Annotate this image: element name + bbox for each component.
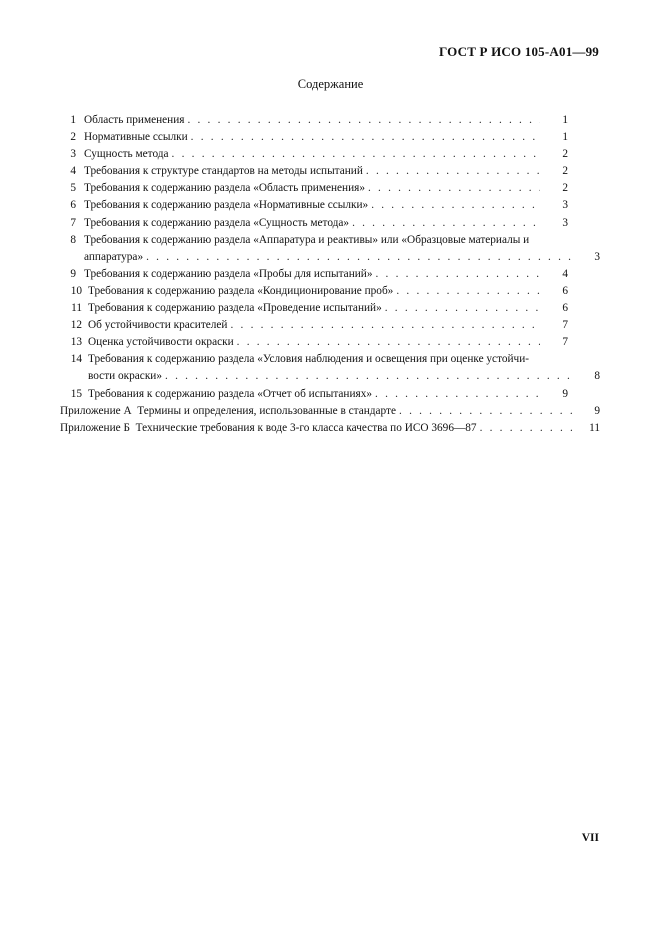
toc-entry-text: Требования к содержанию раздела «Кондиционирование проб» bbox=[88, 284, 394, 297]
toc-entry-text: Требования к содержанию раздела «Пробы для испытаний» bbox=[84, 267, 373, 280]
toc-entry-page: 1 bbox=[562, 131, 568, 144]
toc-entry-text: Область применения bbox=[84, 114, 185, 126]
table-of-contents bbox=[60, 112, 600, 437]
toc-entry-page: 6 bbox=[562, 284, 568, 297]
appendix-text: Технические требования к воде 3-го класса качества по ИСО 3696—87 bbox=[135, 421, 477, 434]
toc-entry-3[interactable] bbox=[60, 146, 600, 163]
toc-entry-number: 14 bbox=[70, 353, 82, 366]
toc-entry-text: Требования к структуре стандартов на методы испытаний bbox=[84, 165, 363, 178]
toc-entry-text: Требования к содержанию раздела «Проведение испытаний» bbox=[88, 302, 382, 315]
toc-entry-page: 4 bbox=[562, 267, 568, 280]
toc-entry-11[interactable] bbox=[60, 300, 600, 317]
document-header: ГОСТ Р ИСО 105-А01—99 bbox=[439, 44, 599, 59]
appendix-text: Термины и определения, использованные в стандарте bbox=[137, 404, 397, 417]
toc-entry-text-continued: вости окраски» bbox=[88, 370, 163, 383]
toc-entry-page: 8 bbox=[594, 370, 600, 383]
page-number: VII bbox=[581, 832, 599, 844]
toc-entry-number: 1 bbox=[70, 114, 76, 126]
toc-entry-number: 12 bbox=[70, 319, 82, 332]
toc-entry-text: Сущность метода bbox=[84, 148, 169, 161]
toc-entry-5[interactable] bbox=[60, 180, 600, 197]
toc-entry-13[interactable] bbox=[60, 334, 600, 351]
toc-entry-text: Требования к содержанию раздела «Отчет об испытаниях» bbox=[88, 387, 373, 400]
toc-entry-page: 6 bbox=[562, 302, 568, 315]
toc-appendix-a[interactable] bbox=[60, 403, 600, 420]
toc-entry-number: 11 bbox=[71, 302, 82, 315]
toc-entry-8[interactable] bbox=[60, 232, 600, 266]
toc-entry-text: Требования к содержанию раздела «Аппаратура и реактивы» или «Образцовые материалы и bbox=[84, 233, 530, 246]
toc-entry-number: 5 bbox=[70, 182, 76, 195]
toc-entry-12[interactable] bbox=[60, 317, 600, 334]
toc-entry-number: 9 bbox=[70, 267, 76, 280]
toc-entry-page: 3 bbox=[562, 199, 568, 212]
toc-entry-6[interactable] bbox=[60, 197, 600, 214]
toc-entry-page: 2 bbox=[562, 165, 568, 178]
toc-entry-number: 6 bbox=[70, 199, 76, 212]
toc-entry-number: 15 bbox=[70, 387, 82, 400]
toc-entry-page: 3 bbox=[562, 216, 568, 229]
toc-entry-text: Об устойчивости красителей bbox=[88, 319, 228, 332]
toc-entry-15[interactable] bbox=[60, 386, 600, 403]
toc-entry-page: 7 bbox=[562, 319, 568, 332]
toc-entry-page: 2 bbox=[562, 182, 568, 195]
toc-entry-number: 13 bbox=[70, 336, 82, 349]
toc-entry-page: 1 bbox=[562, 114, 568, 126]
toc-entry-text: Нормативные ссылки bbox=[84, 131, 188, 144]
toc-entry-10[interactable] bbox=[60, 283, 600, 300]
toc-entry-text: Оценка устойчивости окраски bbox=[88, 336, 234, 349]
toc-entry-7[interactable] bbox=[60, 215, 600, 232]
toc-entry-number: 10 bbox=[70, 284, 82, 297]
appendix-label: Приложение Б bbox=[60, 421, 130, 434]
toc-entry-9[interactable] bbox=[60, 266, 600, 283]
appendix-label: Приложение А bbox=[60, 404, 132, 417]
toc-entry-text: Требования к содержанию раздела «Условия наблюдения и освещения при оценке устойчи- bbox=[88, 353, 530, 366]
toc-entry-page: 9 bbox=[562, 387, 568, 400]
toc-entry-number: 7 bbox=[70, 216, 76, 229]
appendix-page: 11 bbox=[589, 421, 600, 434]
toc-entry-text: Требования к содержанию раздела «Нормативные ссылки» bbox=[84, 199, 369, 212]
toc-appendix-b[interactable] bbox=[60, 420, 600, 437]
toc-entry-1[interactable] bbox=[60, 112, 600, 129]
toc-entry-text: Требования к содержанию раздела «Область применения» bbox=[84, 182, 365, 195]
toc-entry-text: Требования к содержанию раздела «Сущность метода» bbox=[84, 216, 350, 229]
toc-entry-page: 3 bbox=[594, 250, 600, 263]
toc-entry-number: 3 bbox=[70, 148, 76, 161]
toc-entry-2[interactable] bbox=[60, 129, 600, 146]
toc-entry-number: 8 bbox=[70, 233, 76, 246]
toc-entry-number: 4 bbox=[70, 165, 76, 178]
toc-entry-text-continued: аппаратура» bbox=[84, 250, 144, 263]
appendix-page: 9 bbox=[594, 404, 600, 417]
toc-entry-number: 2 bbox=[70, 131, 76, 144]
toc-entry-4[interactable] bbox=[60, 163, 600, 180]
toc-entry-14[interactable] bbox=[60, 351, 600, 385]
toc-entry-page: 2 bbox=[562, 148, 568, 161]
toc-entry-page: 7 bbox=[562, 336, 568, 349]
toc-title: Содержание bbox=[297, 77, 364, 91]
